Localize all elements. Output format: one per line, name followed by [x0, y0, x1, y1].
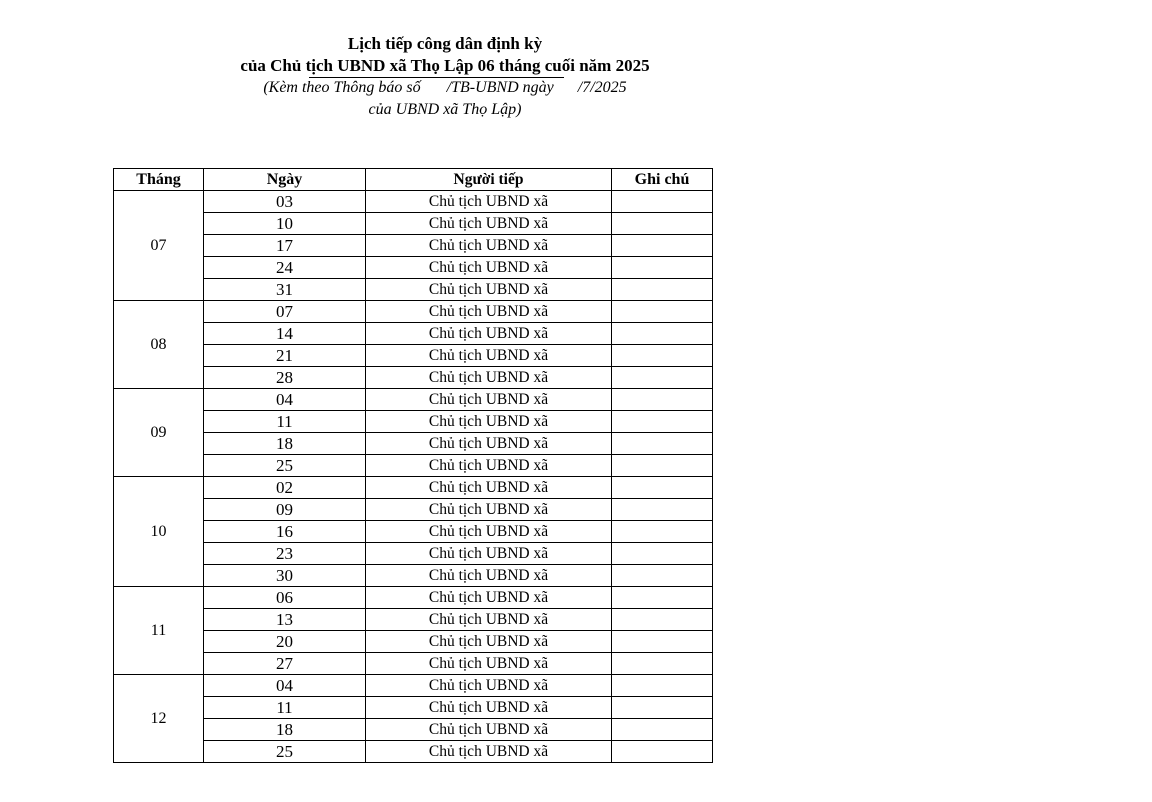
note-cell	[612, 499, 713, 521]
note-cell	[612, 433, 713, 455]
person-cell: Chủ tịch UBND xã	[366, 499, 612, 521]
note-cell	[612, 719, 713, 741]
person-cell: Chủ tịch UBND xã	[366, 609, 612, 631]
note-part-2: /TB-UBND ngày	[446, 79, 554, 96]
table-row	[114, 565, 713, 587]
day-cell: 11	[204, 411, 366, 433]
note-cell	[612, 741, 713, 763]
table-row	[114, 345, 713, 367]
month-cell: 10	[114, 477, 204, 587]
day-cell: 25	[204, 741, 366, 763]
note-cell	[612, 587, 713, 609]
day-cell: 25	[204, 455, 366, 477]
person-cell: Chủ tịch UBND xã	[366, 213, 612, 235]
day-cell: 21	[204, 345, 366, 367]
day-cell: 30	[204, 565, 366, 587]
column-header-note: Ghi chú	[612, 169, 713, 191]
person-cell: Chủ tịch UBND xã	[366, 741, 612, 763]
day-cell: 17	[204, 235, 366, 257]
person-cell: Chủ tịch UBND xã	[366, 257, 612, 279]
schedule-table	[113, 168, 713, 763]
person-cell: Chủ tịch UBND xã	[366, 455, 612, 477]
person-cell: Chủ tịch UBND xã	[366, 521, 612, 543]
table-row	[114, 411, 713, 433]
note-cell	[612, 345, 713, 367]
person-cell: Chủ tịch UBND xã	[366, 587, 612, 609]
note-cell	[612, 631, 713, 653]
table-row	[114, 697, 713, 719]
day-cell: 02	[204, 477, 366, 499]
note-cell	[612, 279, 713, 301]
person-cell: Chủ tịch UBND xã	[366, 477, 612, 499]
note-cell	[612, 411, 713, 433]
table-row	[114, 609, 713, 631]
table-row	[114, 587, 713, 609]
table-row	[114, 389, 713, 411]
note-cell	[612, 213, 713, 235]
person-cell: Chủ tịch UBND xã	[366, 323, 612, 345]
person-cell: Chủ tịch UBND xã	[366, 697, 612, 719]
note-cell	[612, 235, 713, 257]
day-cell: 28	[204, 367, 366, 389]
day-cell: 18	[204, 719, 366, 741]
table-row	[114, 235, 713, 257]
person-cell: Chủ tịch UBND xã	[366, 411, 612, 433]
person-cell: Chủ tịch UBND xã	[366, 433, 612, 455]
month-cell: 11	[114, 587, 204, 675]
note-cell	[612, 521, 713, 543]
schedule-table-body	[114, 191, 713, 763]
person-cell: Chủ tịch UBND xã	[366, 719, 612, 741]
person-cell: Chủ tịch UBND xã	[366, 191, 612, 213]
day-cell: 14	[204, 323, 366, 345]
note-cell	[612, 191, 713, 213]
day-cell: 04	[204, 389, 366, 411]
day-cell: 10	[204, 213, 366, 235]
day-cell: 20	[204, 631, 366, 653]
day-cell: 06	[204, 587, 366, 609]
note-cell	[612, 565, 713, 587]
day-cell: 04	[204, 675, 366, 697]
day-cell: 16	[204, 521, 366, 543]
person-cell: Chủ tịch UBND xã	[366, 235, 612, 257]
note-cell	[612, 697, 713, 719]
person-cell: Chủ tịch UBND xã	[366, 389, 612, 411]
document-reference-note-line-2: của UBND xã Thọ Lập)	[368, 101, 522, 118]
document-reference-note	[0, 77, 890, 99]
month-cell: 09	[114, 389, 204, 477]
person-cell: Chủ tịch UBND xã	[366, 279, 612, 301]
column-header-person: Người tiếp	[366, 169, 612, 191]
table-row	[114, 653, 713, 675]
table-row	[114, 521, 713, 543]
person-cell: Chủ tịch UBND xã	[366, 631, 612, 653]
note-cell	[612, 323, 713, 345]
day-cell: 13	[204, 609, 366, 631]
day-cell: 27	[204, 653, 366, 675]
day-cell: 31	[204, 279, 366, 301]
subtitle-underline	[309, 77, 564, 78]
note-part-1: (Kèm theo Thông báo số	[263, 79, 421, 96]
note-cell	[612, 389, 713, 411]
day-cell: 18	[204, 433, 366, 455]
table-row	[114, 213, 713, 235]
table-header-row	[114, 169, 713, 191]
day-cell: 11	[204, 697, 366, 719]
note-cell	[612, 301, 713, 323]
person-cell: Chủ tịch UBND xã	[366, 675, 612, 697]
note-cell	[612, 455, 713, 477]
person-cell: Chủ tịch UBND xã	[366, 301, 612, 323]
person-cell: Chủ tịch UBND xã	[366, 367, 612, 389]
table-row	[114, 455, 713, 477]
month-cell: 07	[114, 191, 204, 301]
table-row	[114, 675, 713, 697]
day-cell: 03	[204, 191, 366, 213]
person-cell: Chủ tịch UBND xã	[366, 345, 612, 367]
table-row	[114, 631, 713, 653]
month-cell: 08	[114, 301, 204, 389]
day-cell: 07	[204, 301, 366, 323]
month-cell: 12	[114, 675, 204, 763]
document-subtitle: của Chủ tịch UBND xã Thọ Lập 06 tháng cuối năm 2025	[240, 56, 650, 75]
table-row	[114, 719, 713, 741]
note-cell	[612, 257, 713, 279]
note-part-3: /7/2025	[577, 79, 627, 96]
table-row	[114, 477, 713, 499]
table-row	[114, 279, 713, 301]
day-cell: 24	[204, 257, 366, 279]
note-cell	[612, 543, 713, 565]
table-row	[114, 191, 713, 213]
day-cell: 23	[204, 543, 366, 565]
table-row	[114, 323, 713, 345]
note-cell	[612, 653, 713, 675]
note-cell	[612, 609, 713, 631]
note-cell	[612, 477, 713, 499]
document-title: Lịch tiếp công dân định kỳ	[347, 34, 543, 53]
person-cell: Chủ tịch UBND xã	[366, 543, 612, 565]
note-cell	[612, 367, 713, 389]
table-row	[114, 741, 713, 763]
note-cell	[612, 675, 713, 697]
table-row	[114, 301, 713, 323]
table-row	[114, 367, 713, 389]
table-row	[114, 257, 713, 279]
table-row	[114, 433, 713, 455]
person-cell: Chủ tịch UBND xã	[366, 653, 612, 675]
column-header-month: Tháng	[114, 169, 204, 191]
column-header-day: Ngày	[204, 169, 366, 191]
table-row	[114, 499, 713, 521]
table-row	[114, 543, 713, 565]
person-cell: Chủ tịch UBND xã	[366, 565, 612, 587]
day-cell: 09	[204, 499, 366, 521]
